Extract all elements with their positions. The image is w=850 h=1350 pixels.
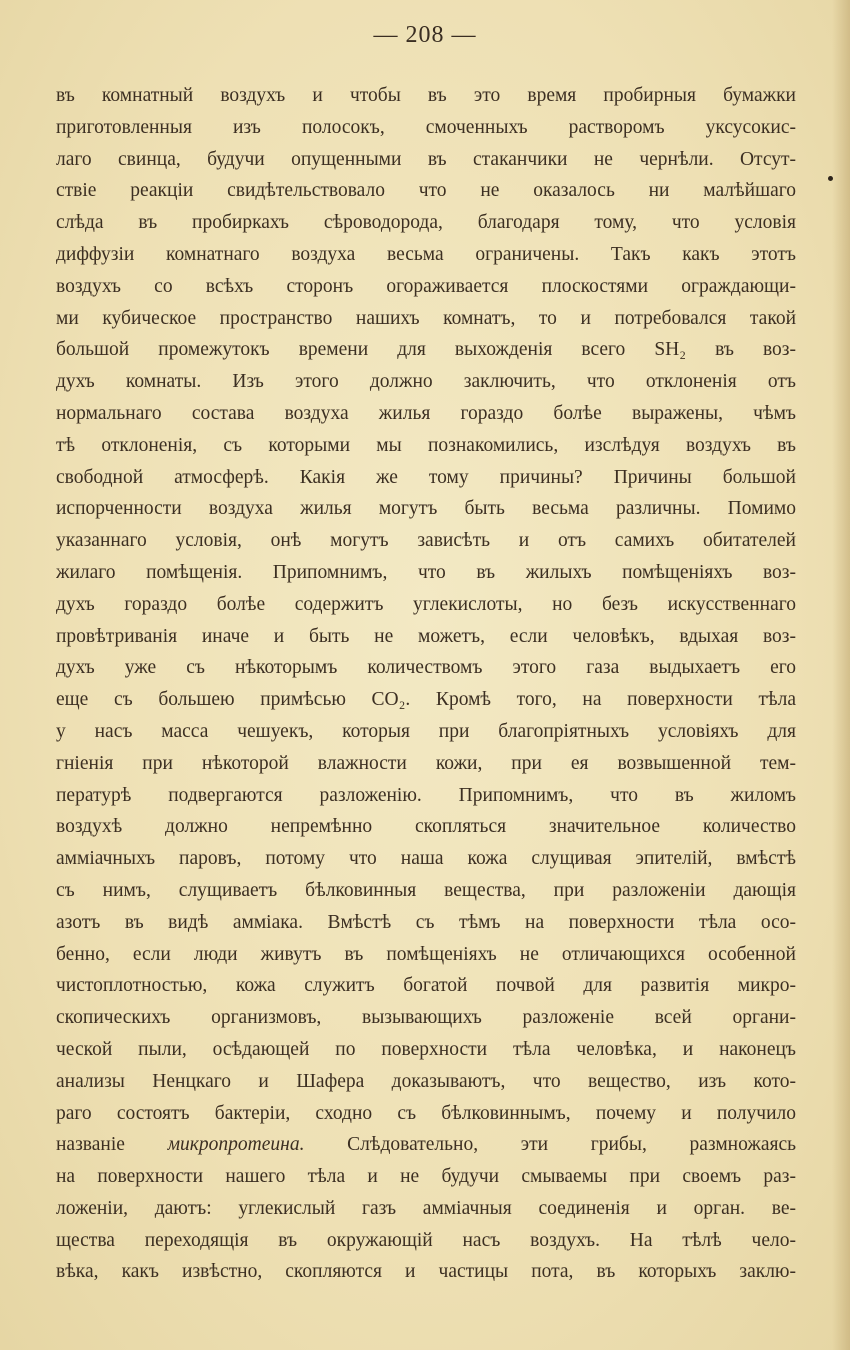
text-line: нормальнаго состава воздуха жилья гораздо болѣе выражены, чѣмъ [56,402,796,424]
text-line: провѣтриванія иначе и быть не можетъ, если человѣкъ, вдыхая воз- [56,625,796,647]
text-line: азотъ въ видѣ аммiака. Вмѣстѣ съ тѣмъ на поверхности тѣла осо- [56,911,796,933]
text-line: съ нимъ, слущиваетъ бѣлковинныя вещества, при разложеніи дающія [56,879,796,901]
text-line: въ комнатный воздухъ и чтобы въ это время пробирныя бумажки [56,85,796,106]
text-line: большой промежутокъ времени для выхожденія всего SH₂ въ воз- [56,339,796,361]
text-line: диффузіи комнатнаго воздуха весьма ограничены. Такъ какъ этотъ [56,243,796,265]
text-line: воздухъ со всѣхъ сторонъ огораживается плоскостями ограждающи- [56,275,796,297]
print-speck [828,176,833,181]
text-line: указаннаго условія, онѣ могутъ зависѣть и отъ самихъ обитателей [56,530,796,552]
italic-term: микропротеина. [167,1134,305,1156]
text-line: духъ гораздо болѣе содержитъ углекислоты, но безъ искусственнаго [56,593,796,615]
text-line: на поверхности нашего тѣла и не будучи смываемы при своемъ раз- [56,1166,796,1188]
text-line: амміачныхъ паровъ, потому что наша кожа слущивая эпителій, вмѣстѣ [56,848,796,870]
text-line: щества переходящія въ окружающій насъ воздухъ. На тѣлѣ чело- [56,1229,796,1251]
text-line: ствіе реакціи свидѣтельствовало что не оказалось ни малѣйшаго [56,180,796,202]
page-edge-shadow [832,0,850,1350]
text-line: жилаго помѣщенія. Припомнимъ, что въ жилыхъ помѣщеніяхъ воз- [56,561,796,583]
text-line: бенно, если люди живутъ въ помѣщеніяхъ не отличающихся особенной [56,943,796,965]
text-line: у насъ масса чешуекъ, которыя при благопріятныхъ условіяхъ для [56,720,796,742]
text-line: раго состоятъ бактеріи, сходно съ бѣлковиннымъ, почему и получило [56,1102,796,1124]
text-line-with-italic [56,1129,796,1161]
text-line: ческой пыли, осѣдающей по поверхности тѣла человѣка, и наконецъ [56,1038,796,1060]
text-line: духъ комнаты. Изъ этого должно заключить, что отклоненія отъ [56,371,796,393]
text-line: свободной атмосферѣ. Какія же тому причины? Причины большой [56,466,796,488]
text-line: приготовленныя изъ полосокъ, смоченныхъ растворомъ уксусокис- [56,116,796,138]
text-line: ложеніи, даютъ: углекислый газъ амміачныя соединенія и орган. ве- [56,1197,796,1219]
page-number: — 208 — [373,22,477,48]
text-segment: названіе [56,1134,125,1156]
text-line: пературѣ подвергаются разложенію. Припомнимъ, что въ жиломъ [56,784,796,806]
text-line: чистоплотностью, кожа служитъ богатой почвой для развитія микро- [56,975,796,997]
text-line: слѣда въ пробиркахъ сѣроводорода, благодаря тому, что условія [56,212,796,234]
text-line: еще съ большею примѣсью CO₂. Кромѣ того, на поверхности тѣла [56,689,796,711]
text-line: скопическихъ организмовъ, вызывающихъ разложеніе всей органи- [56,1007,796,1029]
body-text [56,80,796,1288]
text-line: лаго свинца, будучи опущенными въ стаканчики не чернѣли. Отсут- [56,148,796,170]
text-line: вѣка, какъ извѣстно, скопляются и частицы пота, въ которыхъ заклю- [56,1261,796,1283]
text-line: духъ уже съ нѣкоторымъ количествомъ этого газа выдыхаетъ его [56,657,796,679]
text-line: воздухѣ должно непремѣнно скопляться значительное количество [56,816,796,838]
text-segment: Слѣдовательно, эти грибы, размножаясь [347,1134,796,1156]
text-line: анализы Ненцкаго и Шафера доказываютъ, что вещество, изъ кото- [56,1070,796,1092]
text-line: испорченности воздуха жилья могутъ быть весьма различны. Помимо [56,498,796,520]
text-line: ми кубическое пространство нашихъ комнатъ, то и потребовался такой [56,307,796,329]
text-line: гніенія при нѣкоторой влажности кожи, при ея возвышенной тем- [56,752,796,774]
text-line: тѣ отклоненія, съ которыми мы познакомились, изслѣдуя воздухъ въ [56,434,796,456]
